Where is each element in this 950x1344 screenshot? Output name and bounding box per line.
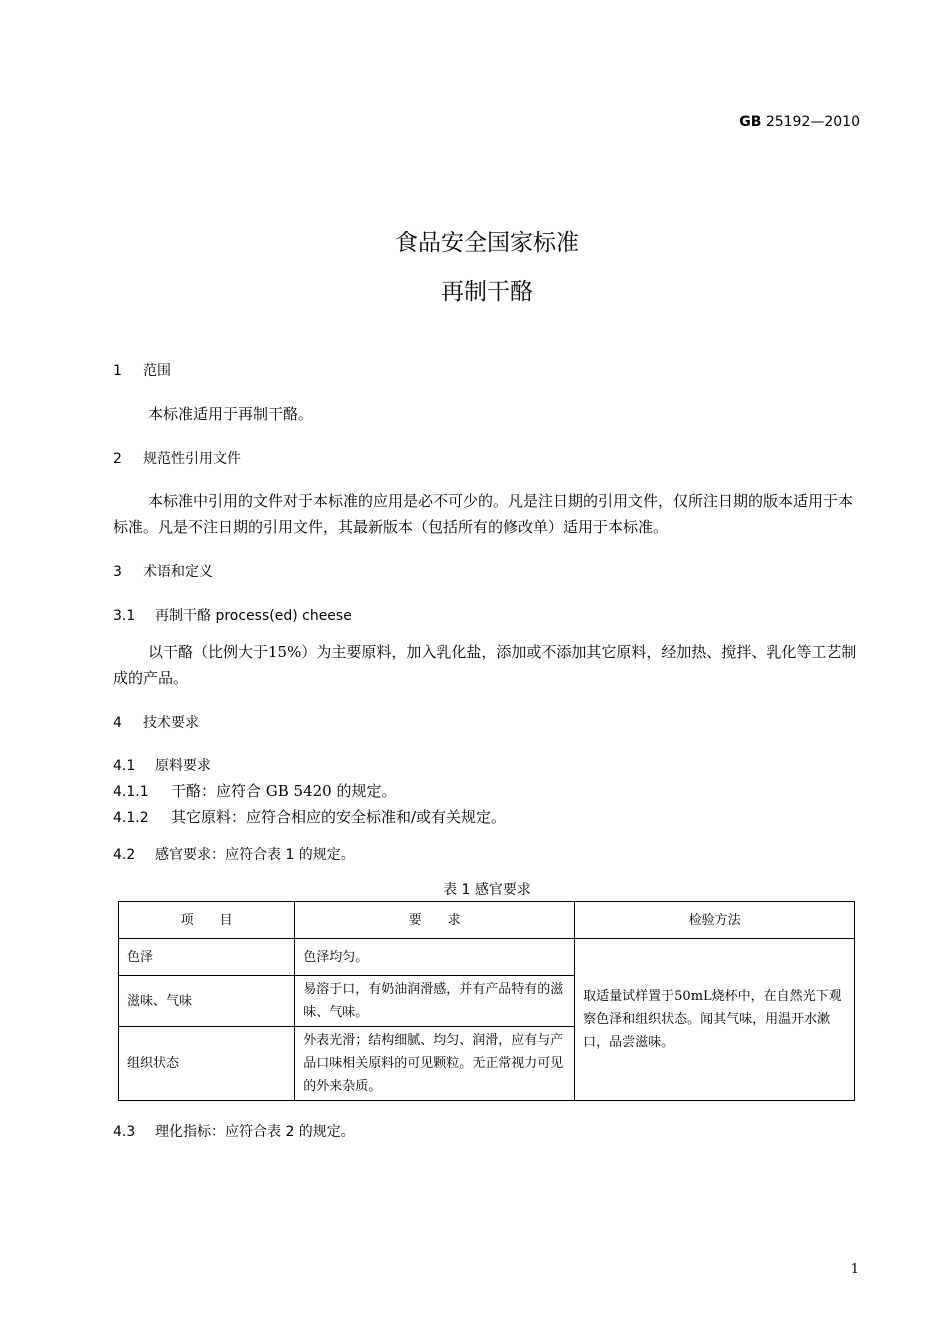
sensory-requirements-table bbox=[118, 901, 855, 1101]
section-2-text: 本标准中引用的文件对于本标准的应用是必不可少的。凡是注日期的引用文件，仅所注日期的版本适用于本标准。凡是不注日期的引用文件，其最新版本（包括所有的修改单）适用于本标准。 bbox=[113, 492, 854, 536]
section-number: 4.2 bbox=[113, 847, 136, 863]
item-color: 色泽 bbox=[119, 939, 295, 976]
section-text: 其它原料：应符合相应的安全标准和/或有关规定。 bbox=[171, 808, 507, 826]
table-header-row bbox=[119, 902, 855, 939]
section-title: 技术要求 bbox=[143, 715, 199, 731]
table-1-caption: 表 1 感官要求 bbox=[443, 882, 531, 898]
section-4-heading bbox=[113, 712, 199, 732]
table-row bbox=[119, 939, 855, 976]
section-2-heading bbox=[113, 448, 241, 468]
document-subtitle: 再制干酪 bbox=[441, 279, 533, 305]
section-number: 4 bbox=[113, 715, 122, 731]
page-number: 1 bbox=[850, 1262, 859, 1277]
section-4-3-heading bbox=[113, 1121, 355, 1141]
section-title: 原料要求 bbox=[155, 758, 211, 774]
standard-number: 25192—2010 bbox=[765, 114, 860, 130]
section-number: 3.1 bbox=[113, 608, 136, 624]
section-3-1-text: 以干酪（比例大于15%）为主要原料，加入乳化盐，添加或不添加其它原料，经加热、搅拌、乳化等工艺制成的产品。 bbox=[113, 643, 857, 687]
section-4-1-1 bbox=[113, 780, 397, 801]
section-number: 4.1 bbox=[113, 758, 136, 774]
inspection-method: 取适量试样置于50mL烧杯中，在自然光下观察色泽和组织状态。闻其气味，用温开水漱口，品尝滋味。 bbox=[575, 939, 855, 1101]
section-title: 再制干酪 process(ed) cheese bbox=[155, 608, 352, 624]
section-number: 4.3 bbox=[113, 1124, 136, 1140]
section-1-text: 本标准适用于再制干酪。 bbox=[148, 405, 314, 423]
section-number: 1 bbox=[113, 363, 122, 379]
header-requirement: 要 求 bbox=[295, 902, 575, 939]
section-3-heading bbox=[113, 561, 213, 581]
section-4-1-heading bbox=[113, 755, 211, 775]
requirement-color: 色泽均匀。 bbox=[295, 939, 575, 976]
section-title: 理化指标：应符合表 2 的规定。 bbox=[155, 1124, 355, 1140]
section-4-1-2 bbox=[113, 806, 506, 827]
section-number: 3 bbox=[113, 564, 122, 580]
item-taste-odor: 滋味、气味 bbox=[119, 976, 295, 1027]
header-method: 检验方法 bbox=[575, 902, 855, 939]
section-3-1-heading bbox=[113, 605, 352, 625]
section-title: 感官要求：应符合表 1 的规定。 bbox=[155, 847, 355, 863]
requirement-taste-odor: 易溶于口，有奶油润滑感，并有产品特有的滋味、气味。 bbox=[295, 976, 575, 1027]
requirement-texture: 外表光滑；结构细腻、均匀、润滑，应有与产品口味相关原料的可见颗粒。无正常视力可见的外来杂质。 bbox=[295, 1027, 575, 1101]
section-number: 2 bbox=[113, 451, 122, 467]
section-number: 4.1.1 bbox=[113, 784, 149, 800]
section-title: 术语和定义 bbox=[143, 564, 213, 580]
section-title: 规范性引用文件 bbox=[143, 451, 241, 467]
item-texture: 组织状态 bbox=[119, 1027, 295, 1101]
standard-prefix: GB bbox=[739, 114, 762, 130]
section-text: 干酪：应符合 GB 5420 的规定。 bbox=[171, 782, 397, 800]
document-title: 食品安全国家标准 bbox=[395, 230, 579, 256]
section-4-2-heading bbox=[113, 844, 355, 864]
section-number: 4.1.2 bbox=[113, 810, 149, 826]
standard-code bbox=[739, 114, 860, 130]
section-1-heading bbox=[113, 360, 171, 380]
section-title: 范围 bbox=[143, 363, 171, 379]
header-item: 项 目 bbox=[119, 902, 295, 939]
